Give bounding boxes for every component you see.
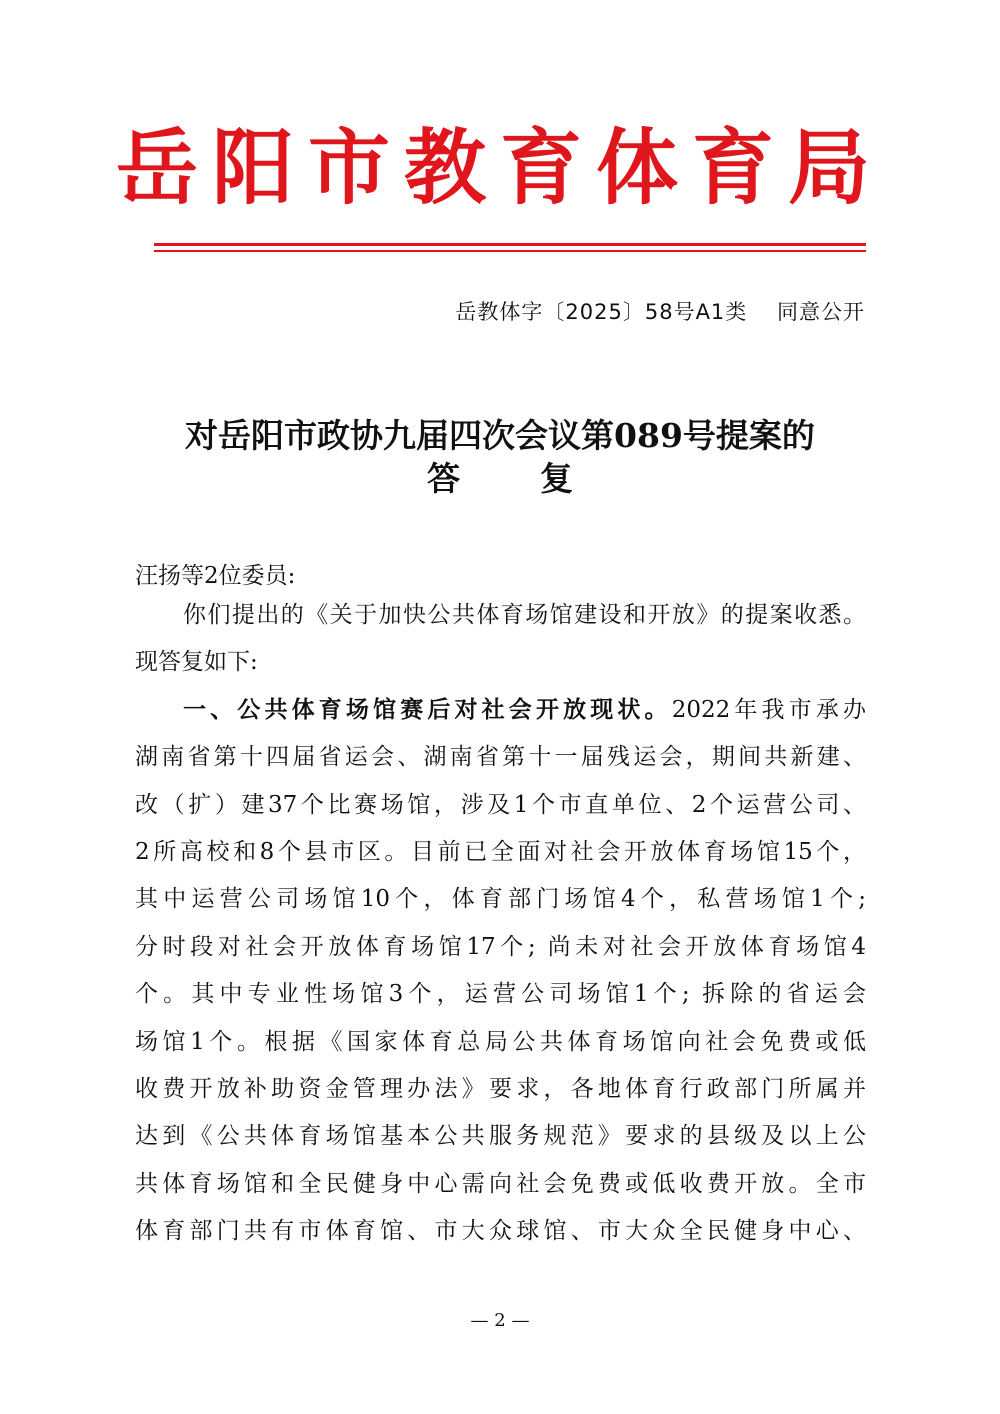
- paragraph-line: 其中运营公司场馆10个，体育部门场馆4个，私营场馆1个;: [135, 886, 866, 913]
- red-divider-thick: [154, 243, 866, 246]
- title-char-da: 答: [427, 459, 460, 498]
- paragraph-line: 湖南省第十四届省运会、湖南省第十一届残运会，期间共新建、: [135, 744, 866, 771]
- paragraph-line: 改（扩）建37个比赛场馆，涉及1个市直单位、2个运营公司、: [135, 791, 866, 818]
- document-title-line-1: 对岳阳市政协九届四次会议第089号提案的: [185, 416, 815, 455]
- section1-first-line: [135, 691, 866, 738]
- paragraph-line: 分时段对社会开放体育场馆17个; 尚未对社会开放体育场馆4: [135, 933, 866, 960]
- paragraph-line: 2所高校和8个县市区。目前已全面对社会开放体育场馆15个，: [135, 838, 866, 865]
- disclosure-status: 同意公开: [777, 300, 865, 324]
- paragraph-line: 场馆1个。根据《国家体育总局公共体育场馆向社会免费或低: [135, 1028, 866, 1055]
- section1-heading: 一、公共体育场馆赛后对社会开放现状。: [183, 696, 672, 723]
- issuer-masthead: 岳阳市教育体育局: [115, 120, 884, 216]
- title-char-fu: 复: [540, 459, 573, 498]
- paragraph-line: 达到《公共体育场馆基本公共服务规范》要求的县级及以上公: [135, 1123, 866, 1150]
- section1-first-line-text: 2022年我市承办: [671, 696, 866, 723]
- intro-line-2: 现答复如下:: [135, 649, 258, 676]
- document-number: [455, 296, 865, 326]
- paragraph-line: 收费开放补助资金管理办法》要求，各地体育行政部门所属并: [135, 1075, 866, 1102]
- paragraph-line: 体育部门共有市体育馆、市大众球馆、市大众全民健身中心、: [135, 1218, 866, 1245]
- page-number: — 2 —: [470, 1310, 530, 1331]
- salutation: 汪扬等2位委员:: [135, 563, 296, 589]
- paragraph-line: 共体育场馆和全民健身中心需向社会免费或低收费开放。全市: [135, 1170, 866, 1197]
- paragraph-line: 个。其中专业性场馆3个，运营公司场馆1个; 拆除的省运会: [135, 981, 866, 1008]
- red-divider-thin: [154, 250, 866, 252]
- reply-body: [135, 596, 866, 1259]
- intro-line-1: 你们提出的《关于加快公共体育场馆建设和开放》的提案收悉。: [183, 602, 866, 628]
- document-title-line-2: [100, 453, 900, 500]
- document-code: 岳教体字〔2025〕58号A1类: [455, 300, 748, 324]
